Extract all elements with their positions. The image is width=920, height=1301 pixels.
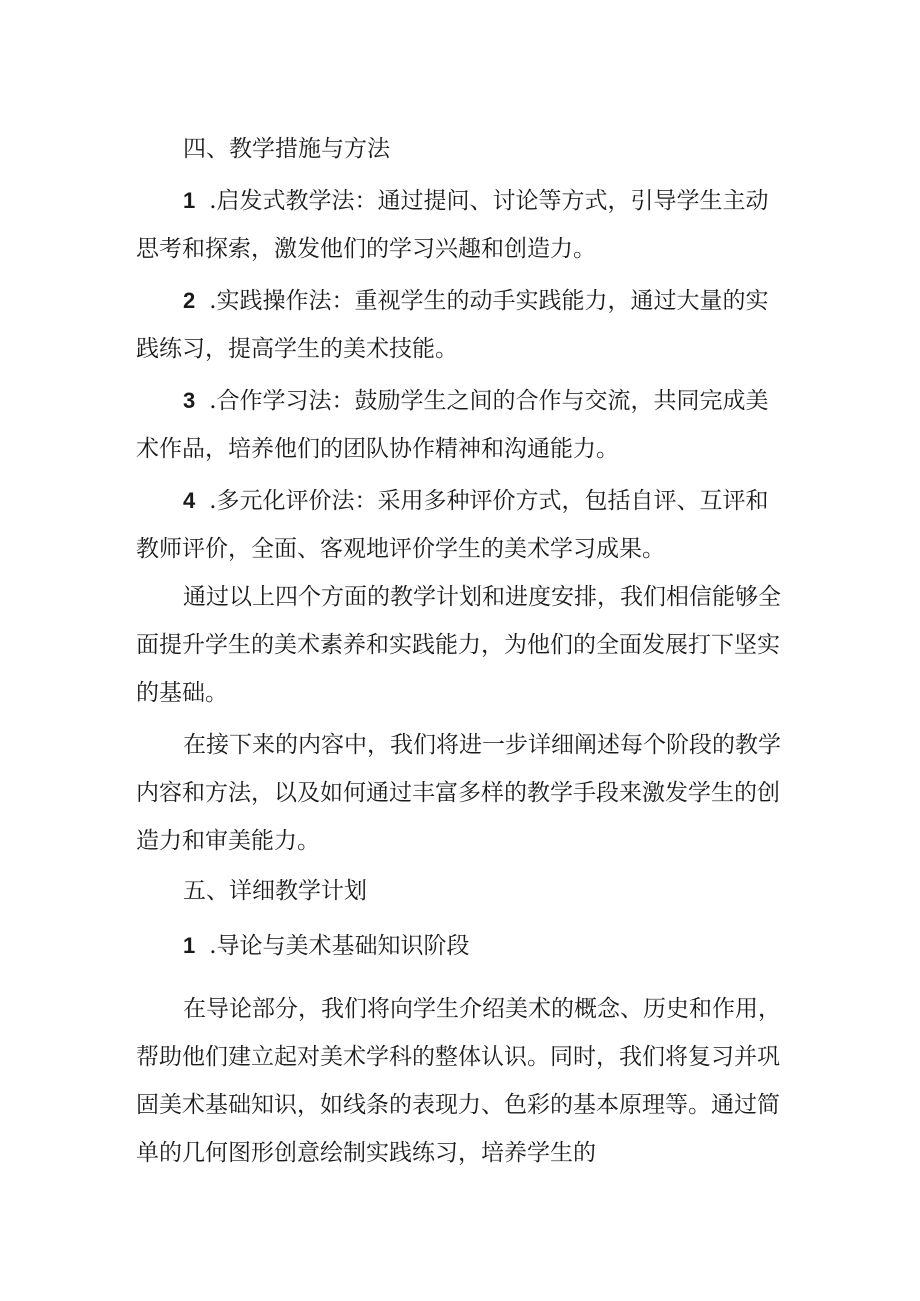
method-1-line-1 — [183, 185, 843, 217]
method-2-line-2: 践练习，提高学生的美术技能。 — [136, 336, 458, 362]
intro-paragraph-line-4: 单的几何图形创意绘制实践练习，培养学生的 — [136, 1140, 596, 1166]
section-5-heading: 五、详细教学计划 — [183, 878, 367, 904]
intro-paragraph-line-2: 帮助他们建立起对美术学科的整体认识。同时，我们将复习并巩 — [136, 1044, 780, 1070]
next-paragraph-line-1: 在接下来的内容中，我们将进一步详细阐述每个阶段的教学 — [183, 732, 781, 758]
method-2-text: .实践操作法：重视学生的动手实践能力，通过大量的实 — [209, 288, 769, 314]
method-3-line-1 — [183, 385, 843, 417]
section-5-item-1-title — [183, 930, 843, 962]
method-4-number: 4 — [183, 488, 210, 513]
method-3-text: .合作学习法：鼓励学生之间的合作与交流，共同完成美 — [209, 388, 769, 414]
method-3-line-2: 术作品，培养他们的团队协作精神和沟通能力。 — [136, 436, 619, 462]
intro-paragraph-line-3: 固美术基础知识，如线条的表现力、色彩的基本原理等。通过简 — [136, 1092, 780, 1118]
next-paragraph-line-2: 内容和方法，以及如何通过丰富多样的教学手段来激发学生的创 — [136, 780, 780, 806]
intro-paragraph-line-1: 在导论部分，我们将向学生介绍美术的概念、历史和作用， — [183, 996, 781, 1022]
method-1-line-2: 思考和探索，激发他们的学习兴趣和创造力。 — [136, 236, 596, 262]
method-3-number: 3 — [183, 388, 210, 413]
method-1-number: 1 — [183, 188, 210, 213]
section-5-item-1-number: 1 — [183, 933, 210, 958]
section-4-heading: 四、教学措施与方法 — [183, 136, 390, 162]
next-paragraph-line-3: 造力和审美能力。 — [136, 828, 320, 854]
summary-paragraph-line-1: 通过以上四个方面的教学计划和进度安排，我们相信能够全 — [183, 584, 781, 610]
method-1-text: .启发式教学法：通过提问、讨论等方式，引导学生主动 — [209, 188, 769, 214]
method-4-line-1 — [183, 485, 843, 517]
method-2-number: 2 — [183, 288, 210, 313]
section-5-item-1-text: .导论与美术基础知识阶段 — [209, 933, 470, 959]
summary-paragraph-line-3: 的基础。 — [136, 680, 228, 706]
method-4-text: .多元化评价法：采用多种评价方式，包括自评、互评和 — [209, 488, 769, 514]
method-2-line-1 — [183, 285, 843, 317]
method-4-line-2: 教师评价，全面、客观地评价学生的美术学习成果。 — [136, 536, 665, 562]
summary-paragraph-line-2: 面提升学生的美术素养和实践能力，为他们的全面发展打下坚实 — [136, 632, 780, 658]
